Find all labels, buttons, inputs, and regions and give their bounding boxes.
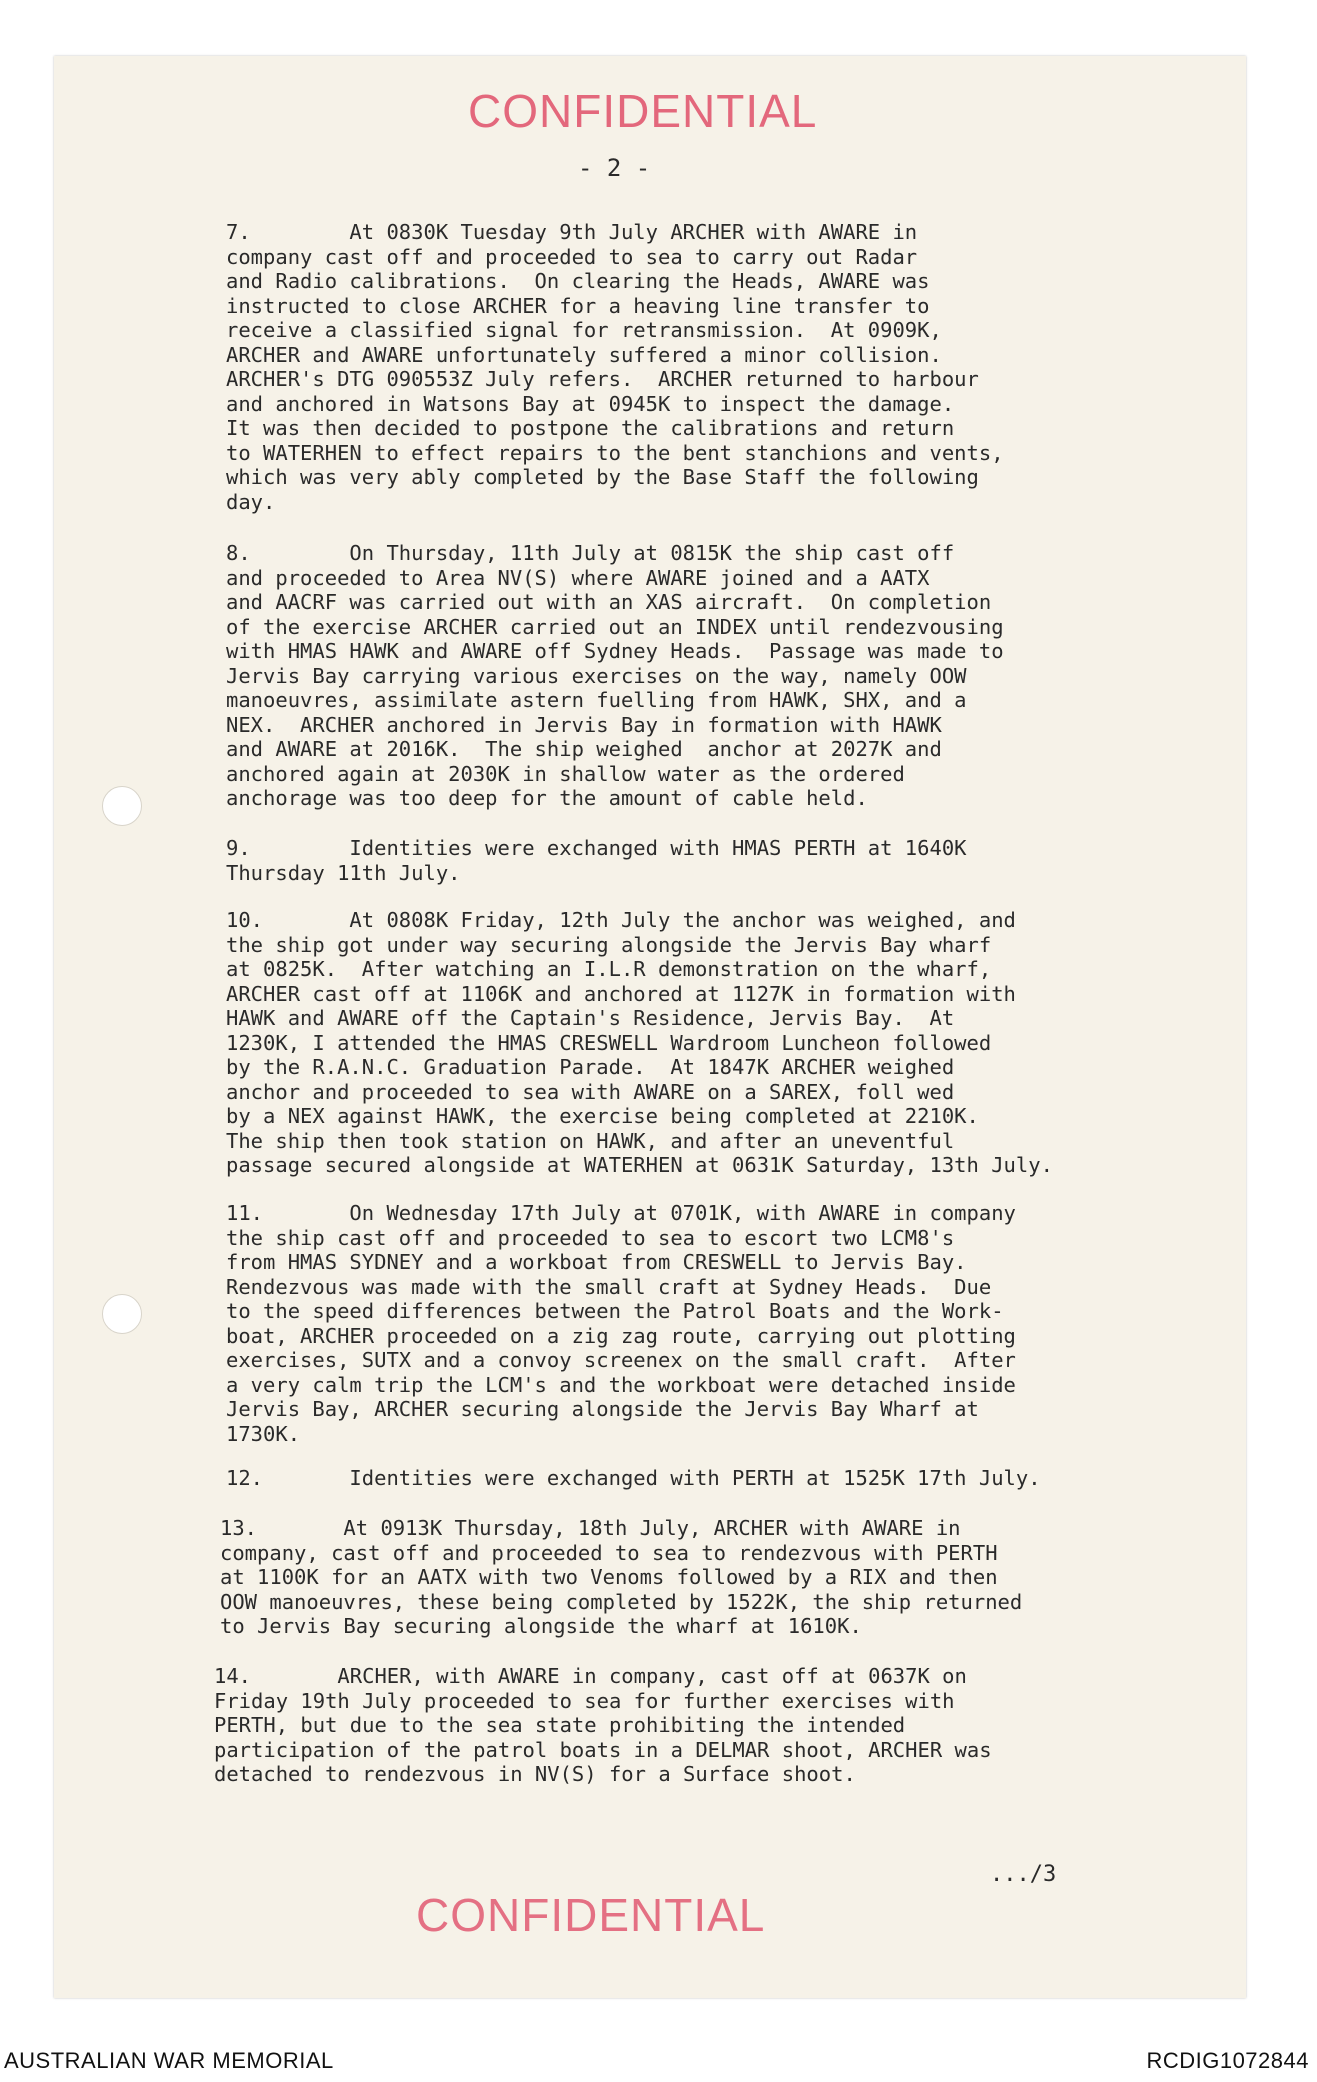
paragraph-8: 8. On Thursday, 11th July at 0815K the ship cast off and proceeded to Area NV(S) where AWARE joined and a AATX and AACRF was carried out with an XAS aircraft. On completion of the exercise ARCHER carried out an INDEX until rendezvousing with HMAS HAWK and AWARE off Sydney Heads. Passage was made to Jervis Bay carrying various exercises on the way, namely OOW manoeuvres, assimilate astern fuelling from HAWK, SHX, and a NEX. ARCHER anchored in Jervis Bay in formation with HAWK and AWARE at 2016K. The ship weighed anchor at 2027K and anchored again at 2030K in shallow water as the ordered anchorage was too deep for the amount of cable held. — [226, 541, 1004, 810]
paragraph-12: 12. Identities were exchanged with PERTH at 1525K 17th July. — [226, 1466, 1041, 1490]
confidential-stamp-top: CONFIDENTIAL — [468, 85, 818, 137]
paragraph-9: 9. Identities were exchanged with HMAS PERTH at 1640K Thursday 11th July. — [226, 836, 967, 885]
paragraph-13: 13. At 0913K Thursday, 18th July, ARCHER with AWARE in company, cast off and proceeded to sea to rendezvous with PERTH at 1100K for an AATX with two Venoms followed by a RIX and then OOW manoeuvres, these being completed by 1522K, the ship returned to Jervis Bay securing alongside the wharf at 1610K. — [220, 1516, 1023, 1638]
paragraph-11: 11. On Wednesday 17th July at 0701K, with AWARE in company the ship cast off and proceeded to sea to escort two LCM8's from HMAS SYDNEY and a workboat from CRESWELL to Jervis Bay. Rendezvous was made with the small craft at Sydney Heads. Due to the speed differences between the Patrol Boats and the Work- boat, ARCHER proceeded on a zig zag route, carrying out plotting exercises, SUTX and a convoy screenex on the small craft. After a very calm trip the LCM's and the workboat were detached inside Jervis Bay, ARCHER securing alongside the Jervis Bay Wharf at 1730K. — [226, 1201, 1016, 1446]
paragraph-7: 7. At 0830K Tuesday 9th July ARCHER with AWARE in company cast off and proceeded to sea to carry out Radar and Radio calibrations. On clearing the Heads, AWARE was instructed to close ARCHER for a heaving line transfer to receive a classified signal for retransmission. At 0909K, ARCHER and AWARE unfortunately suffered a minor collision. ARCHER's DTG 090553Z July refers. ARCHER returned to harbour and anchored in Watsons Bay at 0945K to inspect the damage. It was then decided to postpone the calibrations and return to WATERHEN to effect repairs to the bent stanchions and vents, which was very ably completed by the Base Staff the following day. — [226, 220, 1004, 514]
punch-hole-upper — [102, 786, 142, 826]
punch-hole-lower — [102, 1294, 142, 1334]
paragraph-14: 14. ARCHER, with AWARE in company, cast off at 0637K on Friday 19th July proceeded to sea for further exercises with PERTH, but due to the sea state prohibiting the intended participation of the patrol boats in a DELMAR shoot, ARCHER was detached to rendezvous in NV(S) for a Surface shoot. — [214, 1664, 992, 1786]
paragraph-10: 10. At 0808K Friday, 12th July the anchor was weighed, and the ship got under way securing alongside the Jervis Bay wharf at 0825K. After watching an I.L.R demonstration on the wharf, ARCHER cast off at 1106K and anchored at 1127K in formation with HAWK and AWARE off the Captain's Residence, Jervis Bay. At 1230K, I attended the HMAS CRESWELL Wardroom Luncheon followed by the R.A.N.C. Graduation Parade. At 1847K ARCHER weighed anchor and proceeded to sea with AWARE on a SAREX, foll wed by a NEX against HAWK, the exercise being completed at 2210K. The ship then took station on HAWK, and after an uneventful passage secured alongside at WATERHEN at 0631K Saturday, 13th July. — [226, 908, 1053, 1177]
footer-source: AUSTRALIAN WAR MEMORIAL — [4, 2048, 334, 2073]
page-number: - 2 - — [578, 154, 651, 182]
footer-record-id: RCDIG1072844 — [1146, 2048, 1309, 2073]
confidential-stamp-bottom: CONFIDENTIAL — [416, 1889, 766, 1941]
continuation-marker: .../3 — [990, 1862, 1057, 1887]
